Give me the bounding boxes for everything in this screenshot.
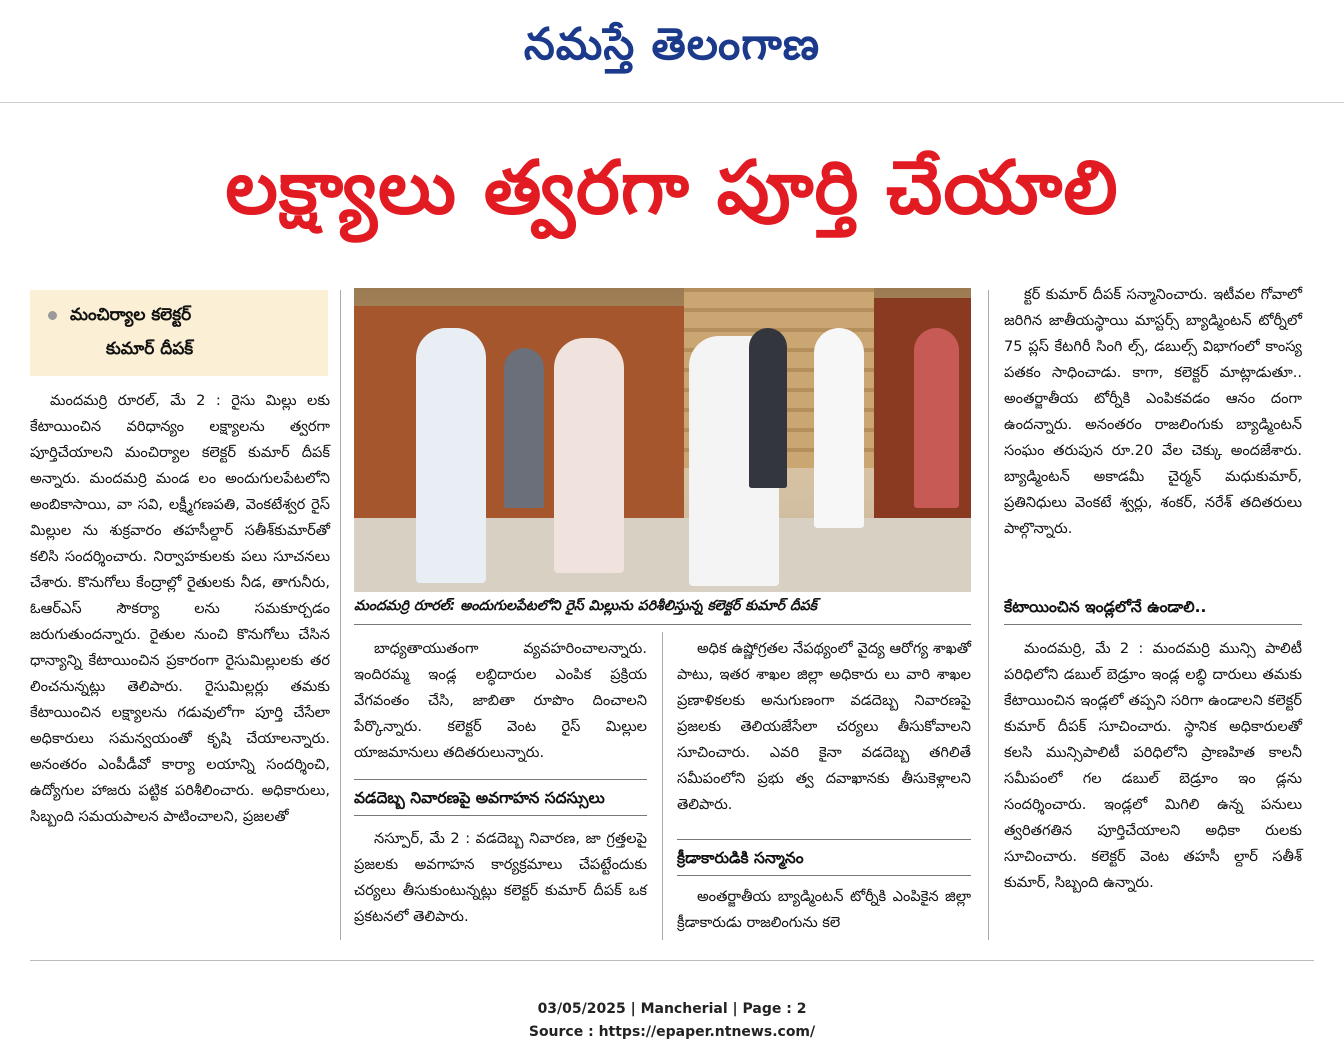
subhead-rule [1004, 624, 1302, 625]
news-photo [354, 288, 971, 592]
caption-divider [354, 624, 971, 625]
footer [0, 998, 1344, 1044]
highlight-line-1: మంచిర్యాల కలెక్టర్ [50, 298, 318, 332]
column-3-top-text: అధిక ఉష్ణోగ్రతల నేపథ్యంలో వైద్య ఆరోగ్య శాఖతో పాటు, ఇతర శాఖల జిల్లా అధికారు లు వారి శాఖల ప్రణాళికలకు అనుగుణంగా వడదెబ్బ నివారణపై ప్రజలకు తెలియజేసేలా చర్యలు తీసుకోవాలని సూచించారు. ఎవరి కైనా వడదెబ్బ తగిలితే సమీపంలోని ప్రభు త్వ దవాఖానకు తీసుకెళ్లాలని తెలిపారు. [677, 640, 971, 813]
subhead-rule-top [354, 779, 647, 780]
subhead-rule-bottom [677, 875, 971, 876]
subhead-rule-bottom [354, 815, 647, 816]
article-column-3-top [677, 636, 971, 836]
person [554, 338, 624, 573]
subhead-allotted-houses: కేటాయించిన ఇండ్లలోనే ఉండాలి.. [1004, 598, 1207, 616]
column-2-bottom-text: నస్పూర్, మే 2 : వడదెబ్బ నివారణ, జా గ్రత్తలపై ప్రజలకు అవగాహన కార్యక్రమాలు చేపట్టేందుకు చర్యలు తీసుకుంటున్నట్లు కలెక్టర్ కుమార్ దీపక్ ఒక ప్రకటనలో తెలిపారు. [354, 830, 647, 925]
column-divider [988, 290, 989, 940]
article-column-2-top [354, 636, 647, 772]
subhead-felicitation: క్రీడాకారుడికి సన్మానం [677, 849, 804, 867]
newspaper-logo: నమస్తే తెలంగాణ [523, 19, 821, 70]
masthead [0, 0, 1344, 100]
column-3-bottom-text: అంతర్జాతీయ బ్యాడ్మింటన్ టోర్నీకి ఎంపికైన జిల్లా క్రీడాకారుడు రాజలింగును కలె [677, 888, 971, 931]
article-column-2-bottom [354, 826, 647, 940]
person [416, 328, 486, 583]
person [914, 328, 959, 508]
column-1-text: మందమర్రి రూరల్, మే 2 : రైసు మిల్లు లకు కేటాయించిన వరిధాన్యం లక్ష్యాలను త్వరగా పూర్తిచేయాలని మంచిర్యాల కలెక్టర్ కుమార్ దీపక్ అన్నారు. మందమర్రి మండ లం అందుగులపేటలోని అంబికాసాయి, వా సవి, లక్ష్మీగణపతి, వెంకటేశ్వర రైస్ మిల్లుల ను శుక్రవారం తహసీల్దార్ సతీశ్‌కుమార్‌తో కలిసి సందర్శించారు. నిర్వాహకులకు పలు సూచనలు చేశారు. కొనుగోలు కేంద్రాల్లో రైతులకు నీడ, తాగునీరు, ఓఆర్ఎస్ సౌకర్యా లను సమకూర్చడం జరుగుతుందన్నారు. రైతుల నుంచి కొనుగోలు చేసిన ధాన్యాన్ని కేటాయించిన ప్రకారంగా రైసుమిల్లులకు తర లించనున్నట్లు తెలిపారు. రైసుమిల్లర్లు తమకు కేటాయించిన లక్ష్యాలను గడువులోగా పూర్తి చేసేలా అధికారులు సమన్వయంతో కృషి చేయాలన్నారు. అనంతరం ఎంపీడీవో కార్యా లయాన్ని సందర్శించి, ఉద్యోగుల హాజరు పట్టిక పరిశీలించారు. అధికారులు, సిబ్బంది సమయపాలన పాటించాలని, ప్రజలతో [30, 392, 330, 825]
column-divider [340, 290, 341, 940]
column-4-top-text: క్టర్ కుమార్ దీపక్ సన్మానించారు. ఇటీవల గోవాలో జరిగిన జాతీయస్థాయి మాస్టర్స్ బ్యాడ్మింటన్ టోర్నీలో 75 ప్లస్ కేటగిరీ సింగి ల్స్, డబుల్స్ విభాగంలో కాంస్య పతకం సాధించాడు. కాగా, కలెక్టర్ మాట్లాడుతూ.. అంతర్జాతీయ టోర్నీకి ఎంపికవడం ఆనం దంగా ఉందన్నారు. అనంతరం రాజలింగుకు బ్యాడ్మింటన్ సంఘం తరుపున రూ.20 వేల చెక్కు అందజేశారు. బ్యాడ్మింటన్ అకాడమీ చైర్మన్ మధుకుమార్, ప్రతినిధులు వెంకటే శ్వర్లు, శంకర్, నరేశ్ తదితరులు పాల్గొన్నారు. [1004, 286, 1302, 537]
article-column-3-bottom [677, 884, 971, 940]
person [749, 328, 787, 488]
article-headline: లక్ష్యాలు త్వరగా పూర్తి చేయాలి [225, 145, 1119, 231]
article-column-4-top [1004, 282, 1302, 590]
highlight-line-2: కుమార్ దీపక్ [106, 339, 194, 359]
person [814, 328, 864, 528]
page-bottom-rule [30, 960, 1314, 961]
highlight-box [30, 290, 328, 376]
column-2-top-text: బాధ్యతాయుతంగా వ్యవహరించాలన్నారు. ఇందిరమ్మ ఇండ్ల లబ్ధిదారుల ఎంపిక ప్రక్రియ వేగవంతం చేసి, జాబితా రూపొం దించాలని పేర్కొన్నారు. కలెక్టర్ వెంట రైస్ మిల్లుల యాజమానులు తదితరులున్నారు. [354, 640, 647, 761]
person [504, 348, 544, 508]
article-column-4-bottom [1004, 636, 1302, 940]
subhead-heat-stroke: వడదెబ్బ నివారణపై అవగాహన సదస్సులు [354, 789, 605, 807]
masthead-divider [0, 102, 1344, 103]
article-column-1 [30, 388, 330, 940]
bullet-icon [48, 311, 57, 320]
column-divider [662, 632, 663, 940]
column-4-bottom-text: మందమర్రి, మే 2 : మందమర్రి మున్సి పాలిటీ పరిధిలోని డబుల్ బెడ్రూం ఇండ్ల లబ్ధి దారులు తమకు కేటాయించిన ఇండ్లలో తప్పని సరిగా ఉండాలని కలెక్టర్ కుమార్ దీపక్ సూచించారు. స్థానిక అధికారులతో కలసి మున్సిపాలిటీ పరిధిలోని ప్రాణహిత కాలనీ సమీపంలో గల డబుల్ బెడ్రూం ఇం డ్లను సందర్శించారు. ఇండ్లలో మిగిలి ఉన్న పనులు త్వరితగతిన పూర్తిచేయాలని అధికా రులకు సూచించారు. కలెక్టర్ వెంట తహసీ ల్దార్ సతీశ్ కుమార్, సిబ్బంది ఉన్నారు. [1004, 640, 1302, 891]
footer-source: Source : https://epaper.ntnews.com/ [528, 1024, 816, 1040]
footer-date-edition: 03/05/2025 | Mancherial | Page : 2 [537, 1001, 807, 1017]
photo-caption: మందమర్రి రూరల్‌: అందుగులపేటలోని రైస్ మిల్లును పరిశీలిస్తున్న కలెక్టర్ కుమార్ దీపక్ [354, 598, 817, 614]
subhead-rule-top [677, 839, 971, 840]
